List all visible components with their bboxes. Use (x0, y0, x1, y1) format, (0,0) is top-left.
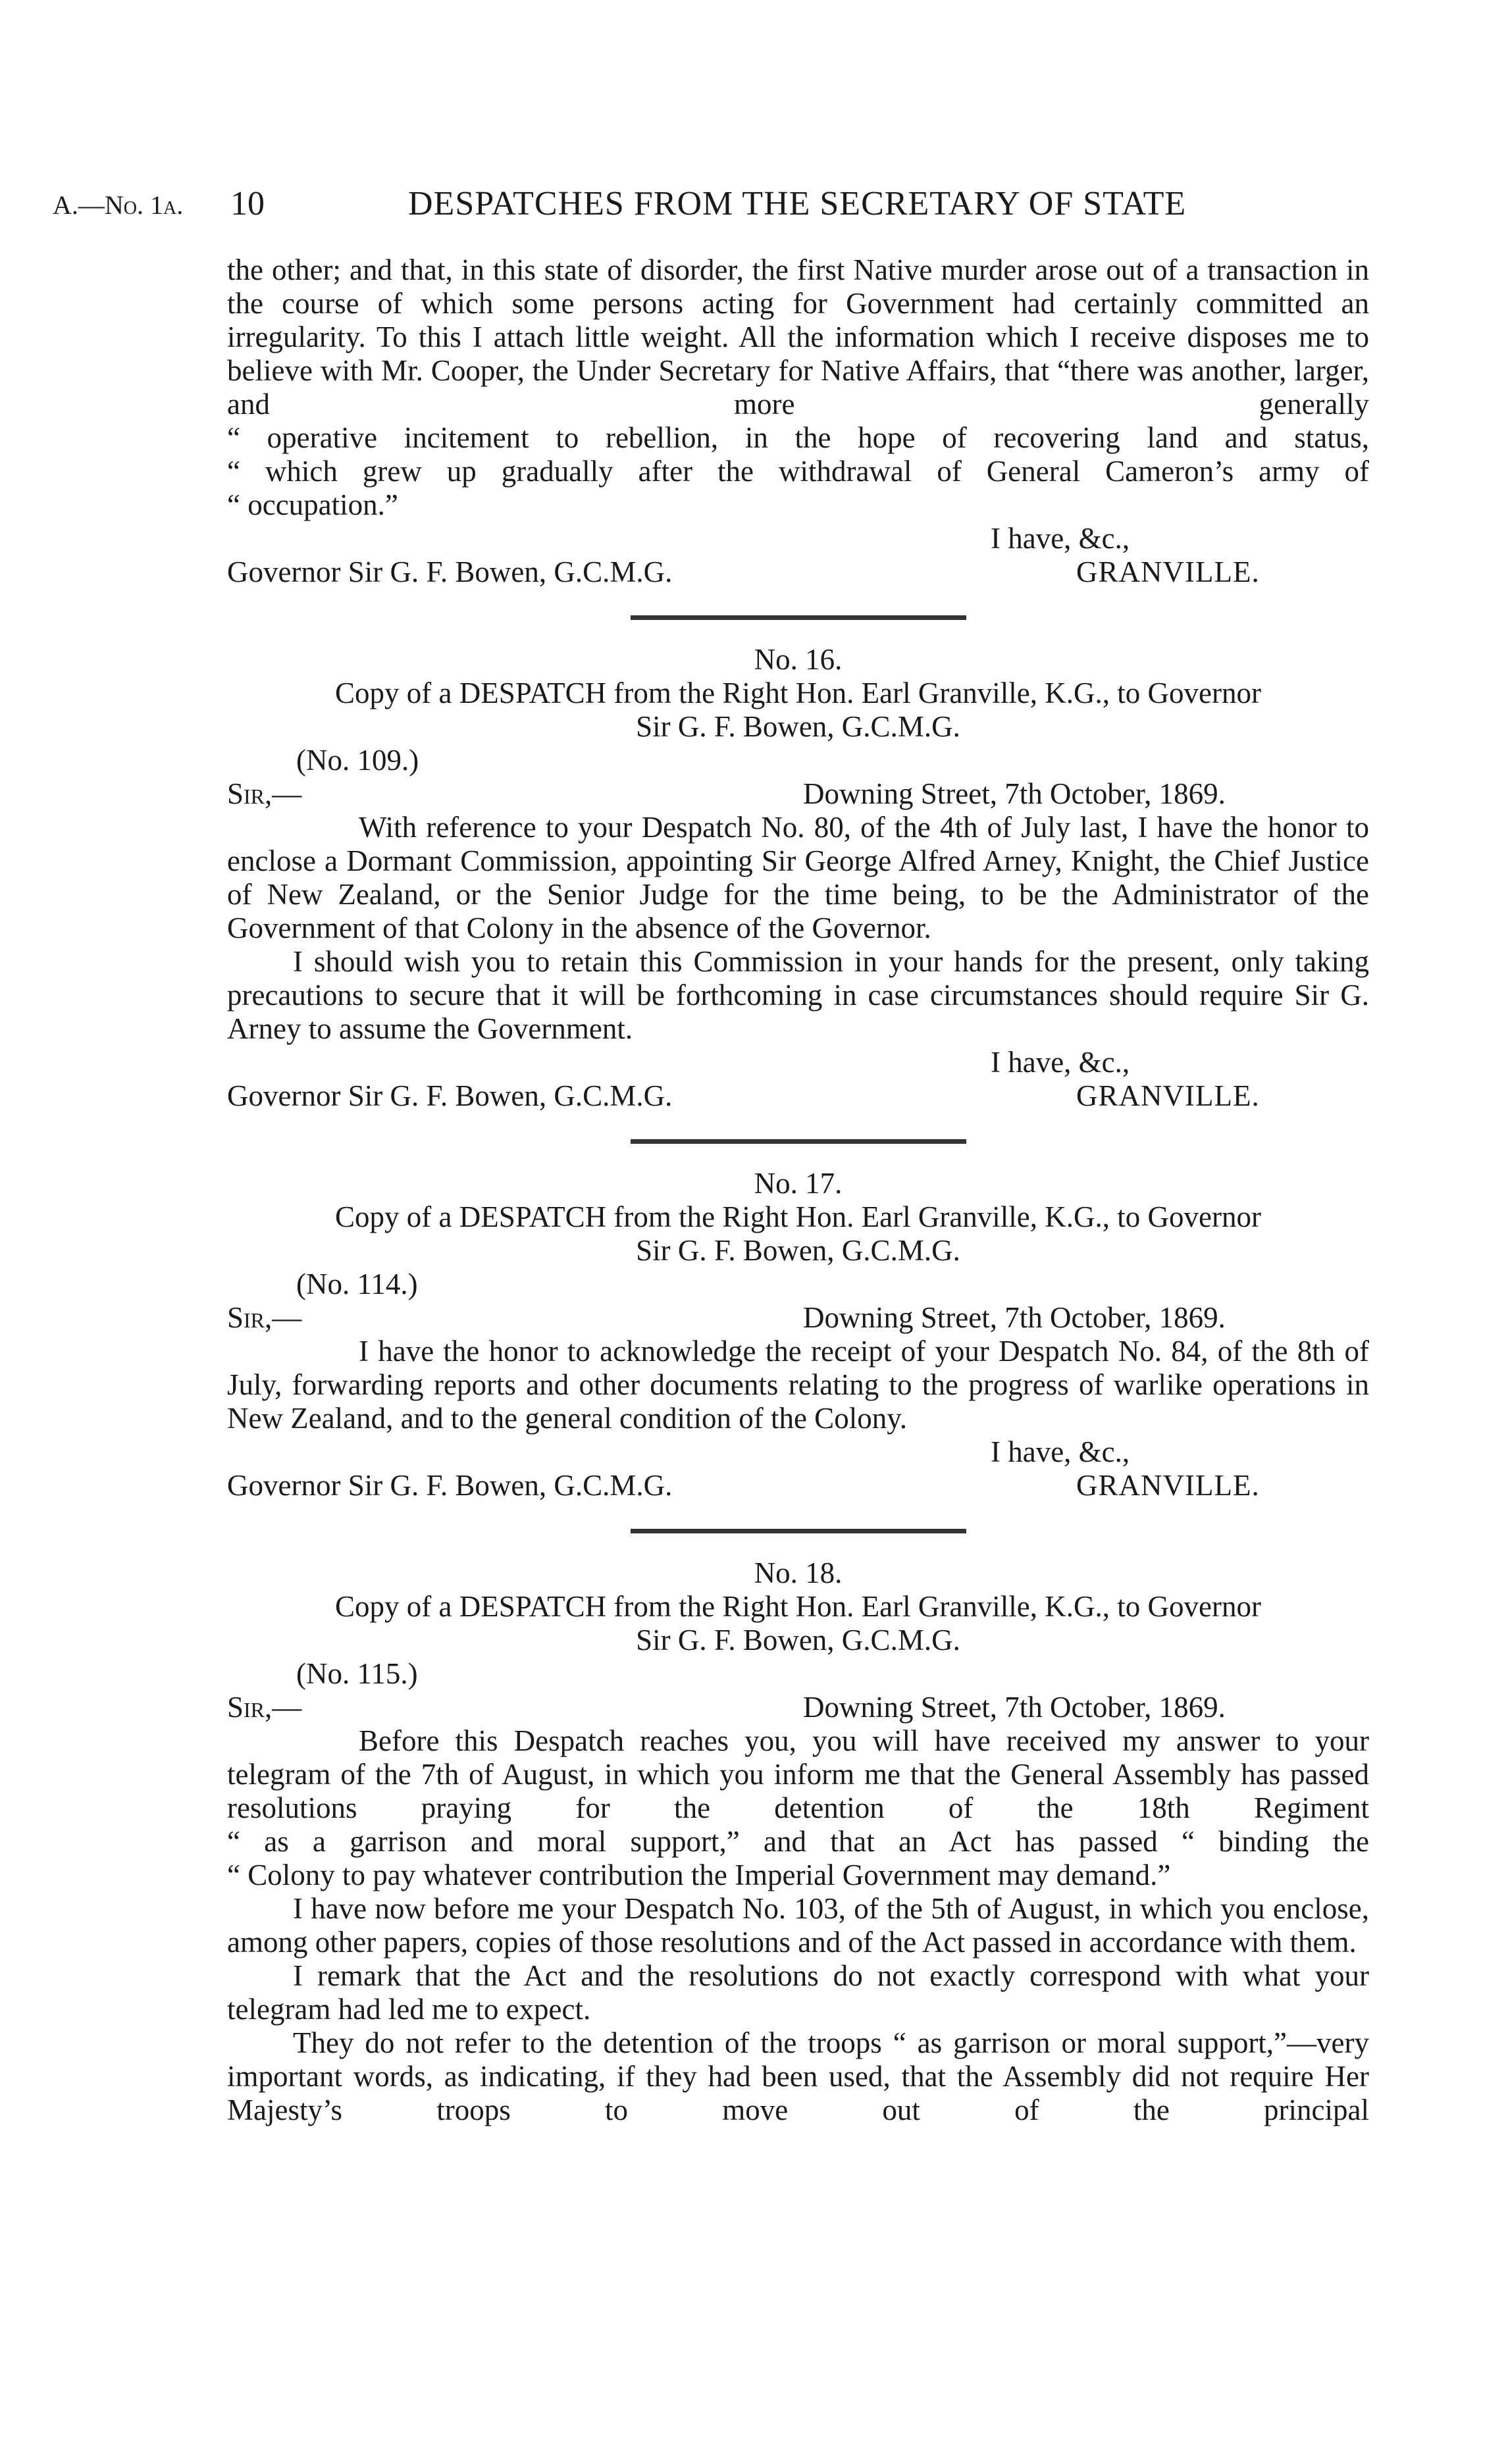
despatch-paragraph: I have now before me your Despatch No. 103, of the 5th of August, in which you enclose, among other papers, copies of those resolutions and of the Act passed in accordance with them. (227, 1892, 1369, 1959)
despatch-paragraph: Before this Despatch reaches you, you will have received my answer to your telegram of the 7th of August, in which you inform me that the General Assembly has passed resolutions praying for the detention of the 18th Regiment (227, 1724, 1369, 1824)
signature-line (227, 1469, 1369, 1502)
place-date: Downing Street, 7th October, 1869. (803, 1301, 1226, 1334)
signature-line (227, 1079, 1369, 1113)
despatch-paragraph: I have the honor to acknowledge the receipt of your Despatch No. 84, of the 8th of July, forwarding reports and other documents relating to the progress of warlike operations in New Zealand, and to the general condition of the Colony. (227, 1335, 1369, 1435)
despatch-number: No. 17. (754, 1167, 843, 1200)
quote-line: “ Colony to pay whatever contribution the Imperial Government may demand.” (227, 1859, 1171, 1891)
despatch-paragraph: With reference to your Despatch No. 80, of the 4th of July last, I have the honor to enclose a Dormant Commission, appointing Sir George Alfred Arney, Knight, the Chief Justice of New Zealand, or the Senior Judge for the time being, to be the Administrator of the Government of that Colony in the absence of the Governor. (227, 811, 1369, 944)
closing-have: I have, &c., (991, 1435, 1130, 1468)
signature-line (227, 555, 1369, 589)
despatch-title: Sir G. F. Bowen, G.C.M.G. (636, 710, 960, 743)
section-divider (631, 1529, 966, 1533)
despatch-number: No. 18. (754, 1556, 843, 1589)
quote-line: “ as a garrison and moral support,” and that an Act has passed “ binding the (227, 1825, 1369, 1858)
quote-line: “ occupation.” (227, 488, 398, 521)
page-number: 10 (230, 185, 265, 222)
despatch-18 (227, 1556, 1369, 2127)
salutation-line (227, 1691, 1369, 1724)
continuation-paragraph: the other; and that, in this state of disorder, the first Native murder arose out of a transaction in the course of which some persons acting for Government had certainly committed an irregularity. To this I attach little weight. All the information which I receive disposes me to believe with Mr. Cooper, the Under Secretary for Native Affairs, that “there was another, larger, and more generally (227, 253, 1369, 421)
addressee: Governor Sir G. F. Bowen, G.C.M.G. (227, 1469, 673, 1502)
despatch-17 (227, 1167, 1369, 1502)
signature: GRANVILLE. (1076, 1079, 1260, 1112)
signature: GRANVILLE. (1076, 1469, 1260, 1502)
place-date: Downing Street, 7th October, 1869. (803, 777, 1226, 810)
despatch-paragraph: I remark that the Act and the resolutions do not exactly correspond with what your telegram had led me to expect. (227, 1959, 1369, 2026)
despatch-title: Copy of a DESPATCH from the Right Hon. Earl Granville, K.G., to Governor (335, 677, 1261, 709)
addressee: Governor Sir G. F. Bowen, G.C.M.G. (227, 1079, 673, 1112)
closing-have: I have, &c., (991, 1046, 1130, 1079)
despatch-title: Copy of a DESPATCH from the Right Hon. Earl Granville, K.G., to Governor (335, 1200, 1261, 1233)
despatch-title: Sir G. F. Bowen, G.C.M.G. (636, 1624, 960, 1656)
quote-line: “ operative incitement to rebellion, in the hope of recovering land and status, (227, 421, 1369, 454)
section-divider (631, 1139, 966, 1144)
place-date: Downing Street, 7th October, 1869. (803, 1691, 1226, 1724)
salutation-line (227, 777, 1369, 811)
continuation-block (227, 253, 1369, 2127)
despatch-ref: (No. 109.) (296, 744, 419, 777)
salutation: Sir,— (227, 1301, 302, 1334)
despatch-title: Sir G. F. Bowen, G.C.M.G. (636, 1234, 960, 1267)
despatch-ref: (No. 114.) (296, 1268, 418, 1300)
salutation: Sir,— (227, 1691, 302, 1724)
despatch-16 (227, 643, 1369, 1113)
despatch-ref: (No. 115.) (296, 1657, 418, 1690)
salutation-line (227, 1301, 1369, 1335)
quote-line: “ which grew up gradually after the withdrawal of General Cameron’s army of (227, 455, 1369, 488)
addressee: Governor Sir G. F. Bowen, G.C.M.G. (227, 555, 673, 588)
despatch-paragraph: I should wish you to retain this Commission in your hands for the present, only taking precautions to secure that it will be forthcoming in case circumstances should require Sir G. Arney to assume the Government. (227, 945, 1369, 1045)
despatch-number: No. 16. (754, 643, 843, 676)
header-title: DESPATCHES FROM THE SECRETARY OF STATE (408, 185, 1187, 222)
header-reference: A.—No. 1a. (53, 190, 184, 220)
page-header (53, 184, 1448, 230)
salutation: Sir,— (227, 777, 302, 810)
closing-have: I have, &c., (991, 522, 1130, 555)
signature: GRANVILLE. (1076, 555, 1260, 588)
despatch-title: Copy of a DESPATCH from the Right Hon. Earl Granville, K.G., to Governor (335, 1590, 1261, 1623)
despatch-paragraph: They do not refer to the detention of the troops “ as garrison or moral support,”—very important words, as indicating, if they had been used, that the Assembly did not require Her Majesty’s troops to move out of the principal (227, 2026, 1369, 2126)
section-divider (631, 615, 966, 620)
